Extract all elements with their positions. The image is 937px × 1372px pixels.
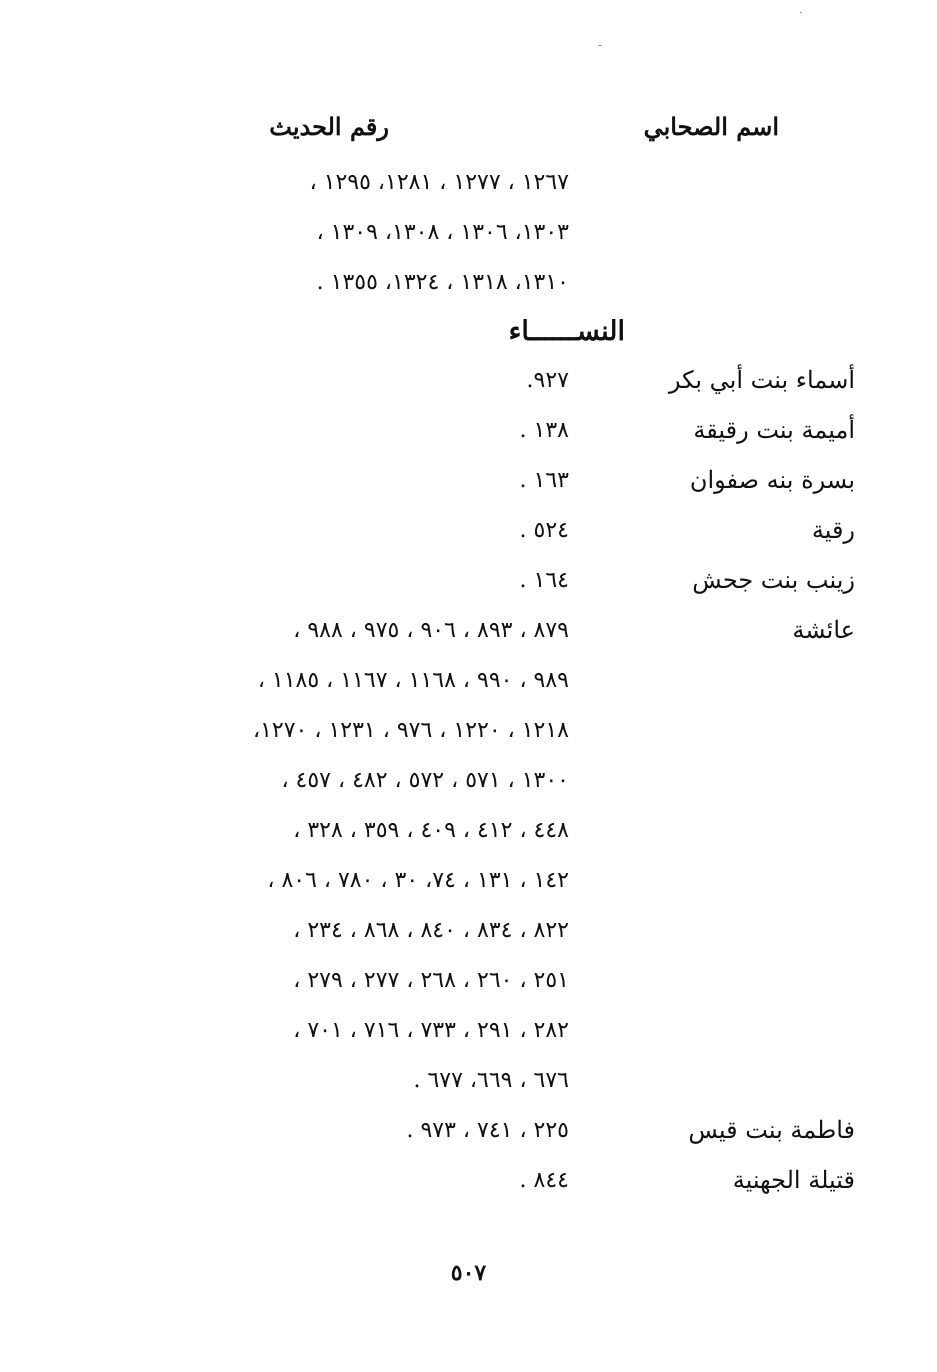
hadith-numbers: ١٦٣ . (519, 468, 569, 493)
companion-name: عائشة (792, 616, 855, 644)
table-row (0, 268, 937, 308)
table-row (0, 366, 937, 406)
table-row (0, 516, 937, 556)
table-row (0, 816, 937, 856)
hadith-numbers: ١٢١٨ ، ١٢٢٠ ، ٩٧٦ ، ١٢٣١ ، ١٢٧٠، (253, 718, 569, 743)
hadith-numbers: ١٤٢ ، ١٣١ ، ٧٤، ٣٠ ، ٧٨٠ ، ٨٠٦ ، (267, 868, 569, 893)
hadith-numbers: ٦٧٦ ، ٦٦٩، ٦٧٧ . (413, 1068, 569, 1093)
hadith-numbers: ٨٤٤ . (519, 1168, 569, 1193)
hadith-numbers: ٢٥١ ، ٢٦٠ ، ٢٦٨ ، ٢٧٧ ، ٢٧٩ ، (293, 968, 569, 993)
section-title-women: النســــــاء (508, 316, 625, 347)
hadith-numbers: ١٢٦٧ ، ١٢٧٧ ، ١٢٨١، ١٢٩٥ ، (309, 170, 569, 195)
hadith-numbers: ١٣١٠، ١٣١٨ ، ١٣٢٤، ١٣٥٥ . (316, 270, 569, 295)
hadith-numbers: ١٣٠٠ ، ٥٧١ ، ٥٧٢ ، ٤٨٢ ، ٤٥٧ ، (281, 768, 569, 793)
hadith-numbers: ٩٨٩ ، ٩٩٠ ، ١١٦٨ ، ١١٦٧ ، ١١٨٥ ، (257, 668, 569, 693)
page-number: ٥٠٧ (450, 1260, 487, 1286)
companion-name: أميمة بنت رقيقة (693, 416, 855, 444)
hadith-numbers: ١٣٠٣، ١٣٠٦ ، ١٣٠٨، ١٣٠٩ ، (316, 220, 569, 245)
table-row (0, 416, 937, 456)
table-row (0, 566, 937, 606)
table-row (0, 168, 937, 208)
table-row (0, 1116, 937, 1156)
table-row (0, 616, 937, 656)
table-row (0, 1066, 937, 1106)
table-row (0, 466, 937, 506)
table-row (0, 666, 937, 706)
table-row (0, 218, 937, 258)
companion-name: أسماء بنت أبي بكر (668, 366, 855, 394)
hadith-numbers: ١٦٤ . (519, 568, 569, 593)
table-row (0, 1016, 937, 1056)
hadith-numbers: ٨٧٩ ، ٨٩٣ ، ٩٠٦ ، ٩٧٥ ، ٩٨٨ ، (293, 618, 569, 643)
table-row (0, 966, 937, 1006)
column-header-companion-name: اسم الصحابي (643, 112, 779, 141)
column-header-hadith-number: رقم الحديث (269, 112, 389, 141)
table-row (0, 866, 937, 906)
table-row (0, 916, 937, 956)
hadith-numbers: ٤٤٨ ، ٤١٢ ، ٤٠٩ ، ٣٥٩ ، ٣٢٨ ، (293, 818, 569, 843)
hadith-numbers: ٥٢٤ . (519, 518, 569, 543)
companion-name: قتيلة الجهنية (732, 1166, 855, 1194)
scan-speck (598, 45, 602, 46)
hadith-numbers: ٢٨٢ ، ٢٩١ ، ٧٣٣ ، ٧١٦ ، ٧٠١ ، (293, 1018, 569, 1043)
hadith-numbers: ٩٢٧. (526, 368, 569, 393)
companion-name: رقية (811, 516, 855, 544)
table-row (0, 766, 937, 806)
table-row (0, 1166, 937, 1206)
scan-speck (800, 12, 802, 13)
hadith-numbers: ١٣٨ . (519, 418, 569, 443)
hadith-numbers: ٢٢٥ ، ٧٤١ ، ٩٧٣ . (406, 1118, 569, 1143)
hadith-numbers: ٨٢٢ ، ٨٣٤ ، ٨٤٠ ، ٨٦٨ ، ٢٣٤ ، (293, 918, 569, 943)
companion-name: زينب بنت جحش (692, 566, 855, 594)
companion-name: فاطمة بنت قيس (688, 1116, 855, 1144)
table-row (0, 716, 937, 756)
companion-name: بسرة بنه صفوان (689, 466, 855, 494)
